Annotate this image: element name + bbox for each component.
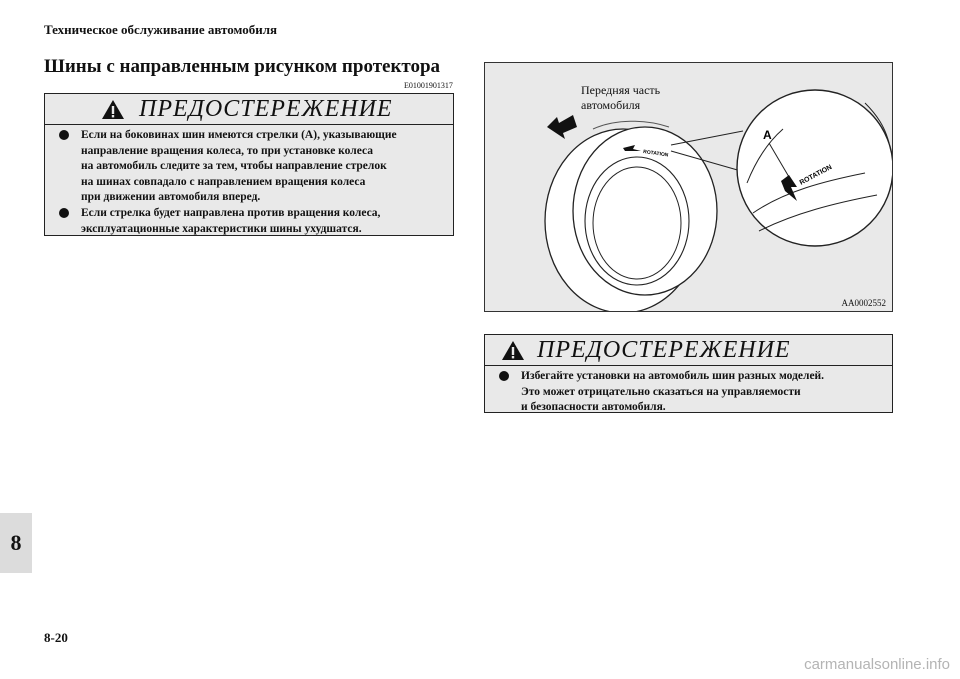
warning-line: эксплуатационные характеристики шины ухудшатся. [81, 222, 362, 235]
section-title: Шины с направленным рисунком протектора [44, 56, 441, 77]
tire-drawing [485, 63, 893, 312]
warning-box-2 [484, 334, 893, 413]
warning-header [485, 335, 892, 366]
figure-label-line: Передняя часть [581, 83, 661, 97]
warning-line: на шинах совпадало с направлением вращения колеса [81, 175, 366, 188]
warning-body [485, 366, 892, 416]
warning-item [45, 128, 453, 206]
warning-title: ПРЕДОСТЕРЕЖЕНИЕ [139, 96, 393, 122]
bullet-icon [59, 130, 69, 140]
warning-line: направление вращения колеса, то при установке колеса [81, 144, 373, 157]
warning-line: при движении автомобиля вперед. [81, 191, 261, 204]
rotation-label-small: ROTATION [642, 149, 669, 159]
warning-line: Это может отрицательно сказаться на управляемости [521, 385, 801, 398]
warning-item [45, 206, 453, 237]
bullet-icon [499, 371, 509, 381]
figure-label-line: автомобиля [581, 98, 641, 112]
warning-line: Если на боковинах шин имеются стрелки (А), указывающие [81, 129, 397, 141]
direction-arrow-icon [547, 115, 577, 139]
warning-item [485, 369, 892, 416]
warning-line: Избегайте установки на автомобиль шин разных моделей. [521, 370, 825, 382]
rotation-label-large: ROTATION [798, 163, 834, 187]
callout-label: A [763, 128, 772, 142]
warning-line: Если стрелка будет направлена против вращения колеса, [81, 206, 381, 219]
figure-code: AA0002552 [841, 298, 886, 308]
bullet-icon [59, 208, 69, 218]
warning-body [45, 125, 453, 237]
warning-triangle-icon [501, 340, 525, 361]
section-code: E01001901317 [404, 81, 453, 90]
warning-triangle-icon [101, 99, 125, 120]
chapter-tab: 8 [0, 513, 32, 573]
running-header: Техническое обслуживание автомобиля [44, 22, 278, 37]
warning-line: на автомобиль следите за тем, чтобы направление стрелок [81, 160, 387, 173]
tire-illustration [484, 62, 893, 312]
page-number: 8-20 [44, 630, 68, 645]
figure-label [581, 83, 660, 113]
watermark: carmanualsonline.info [804, 656, 950, 673]
warning-line: и безопасности автомобиля. [521, 401, 666, 414]
warning-header [45, 94, 453, 125]
warning-title: ПРЕДОСТЕРЕЖЕНИЕ [537, 337, 791, 363]
warning-box-1 [44, 93, 454, 236]
